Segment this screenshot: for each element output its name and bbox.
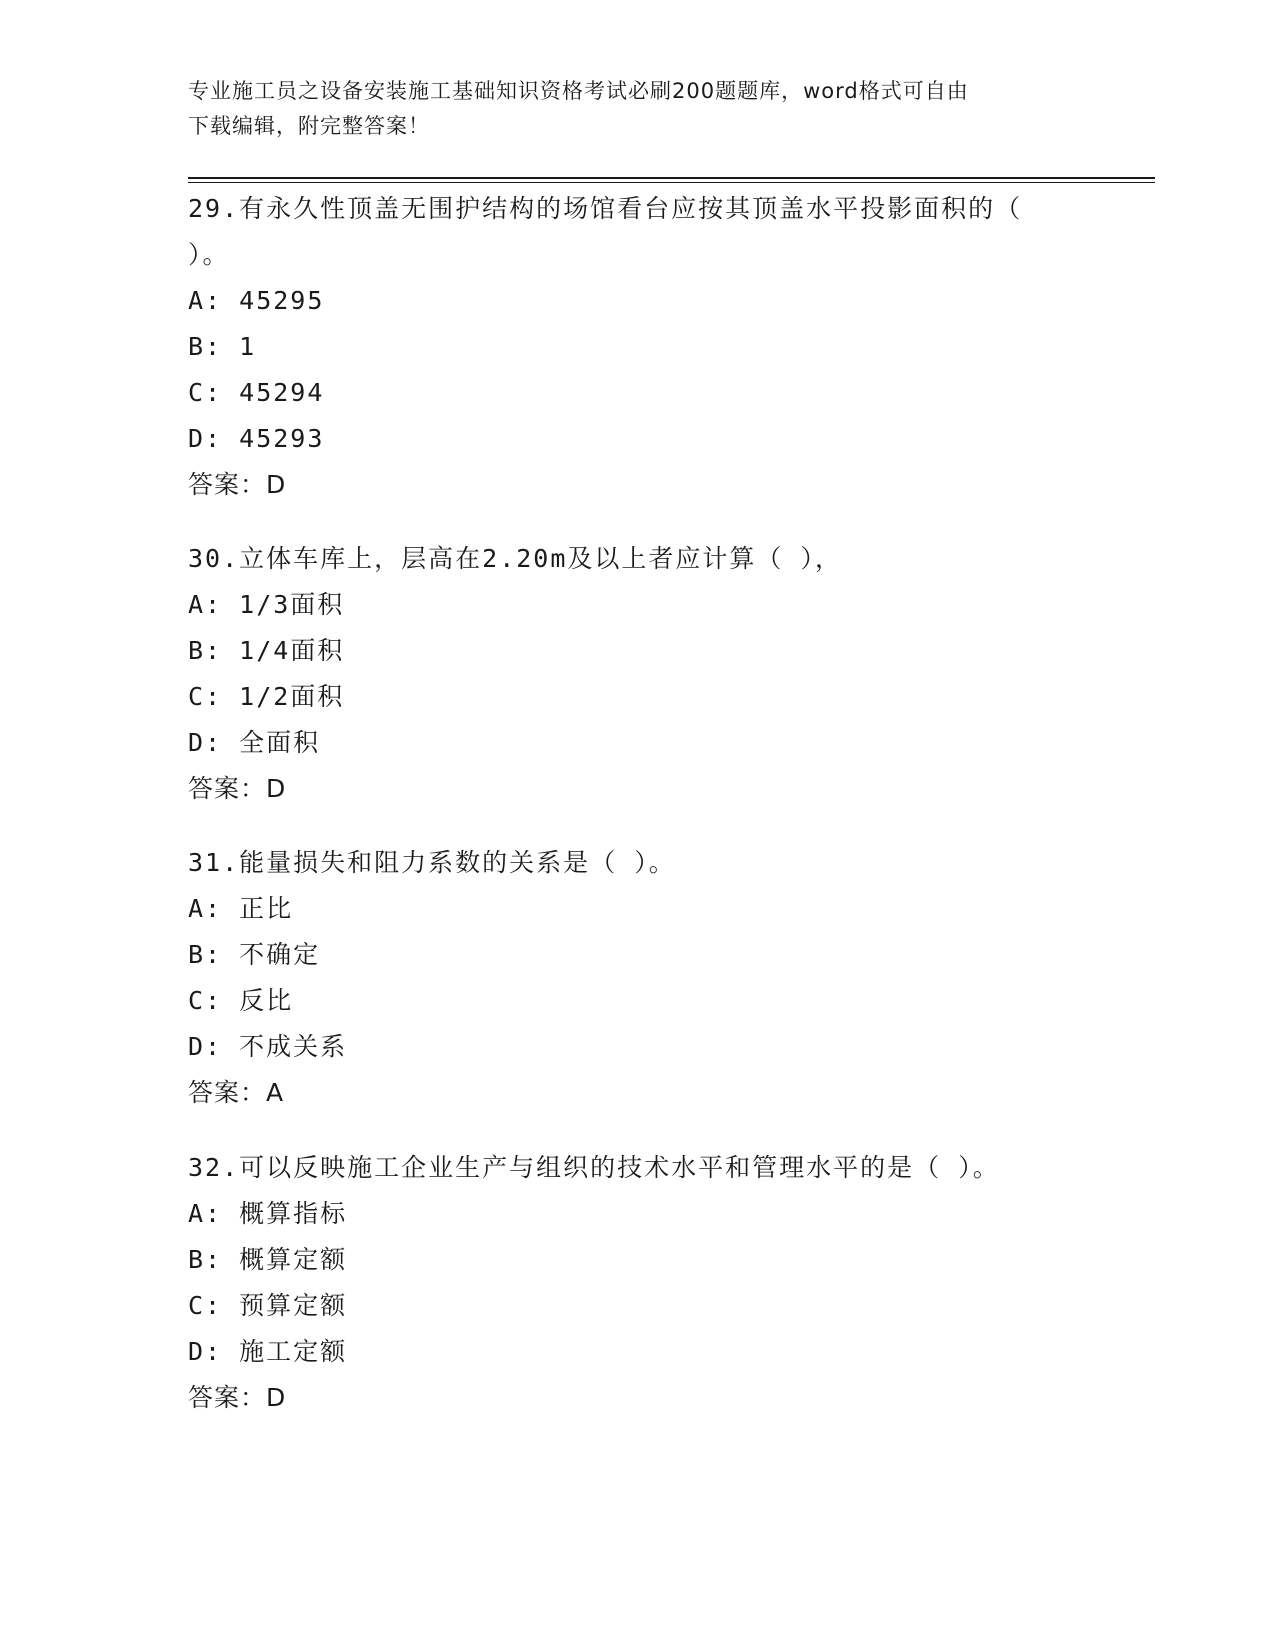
option-a: A: 概算指标 (188, 1199, 348, 1228)
option-c: C: 1/2面积 (188, 682, 345, 711)
option-b: B: 1/4面积 (188, 636, 345, 665)
option-d: D: 施工定额 (188, 1337, 348, 1366)
option-b: B: 概算定额 (188, 1245, 348, 1274)
answer: 答案：D (188, 470, 287, 499)
answer: 答案：D (188, 774, 287, 803)
document-intro (188, 74, 1068, 144)
option-c: C: 反比 (188, 986, 294, 1015)
answer: 答案：D (188, 1383, 287, 1412)
option-d: D: 不成关系 (188, 1032, 348, 1061)
option-b: B: 不确定 (188, 940, 321, 969)
intro-line-2: 下载编辑，附完整答案！ (188, 114, 430, 138)
question-31 (188, 840, 1088, 1116)
option-c: C: 预算定额 (188, 1291, 348, 1320)
question-stem: 29.有永久性顶盖无围护结构的场馆看台应按其顶盖水平投影面积的（ (188, 194, 1023, 223)
option-a: A: 正比 (188, 894, 294, 923)
option-a: A: 45295 (188, 286, 325, 315)
question-stem: 32.可以反映施工企业生产与组织的技术水平和管理水平的是（ ）。 (188, 1153, 1000, 1182)
question-30 (188, 536, 1088, 812)
header-divider-thick (188, 177, 1155, 179)
answer: 答案：A (188, 1078, 285, 1107)
option-d: D: 45293 (188, 424, 325, 453)
option-b: B: 1 (188, 332, 257, 361)
option-a: A: 1/3面积 (188, 590, 345, 619)
question-stem: 30.立体车库上，层高在2.20m及以上者应计算（ ）， (188, 544, 842, 573)
question-stem: 31.能量损失和阻力系数的关系是（ ）。 (188, 848, 676, 877)
option-d: D: 全面积 (188, 728, 321, 757)
question-stem-continued: ）。 (188, 240, 230, 269)
header-divider-thin (188, 182, 1155, 183)
option-c: C: 45294 (188, 378, 325, 407)
question-32 (188, 1145, 1088, 1421)
question-29 (188, 186, 1088, 508)
intro-line-1: 专业施工员之设备安装施工基础知识资格考试必刷200题题库，word格式可自由 (188, 79, 969, 103)
